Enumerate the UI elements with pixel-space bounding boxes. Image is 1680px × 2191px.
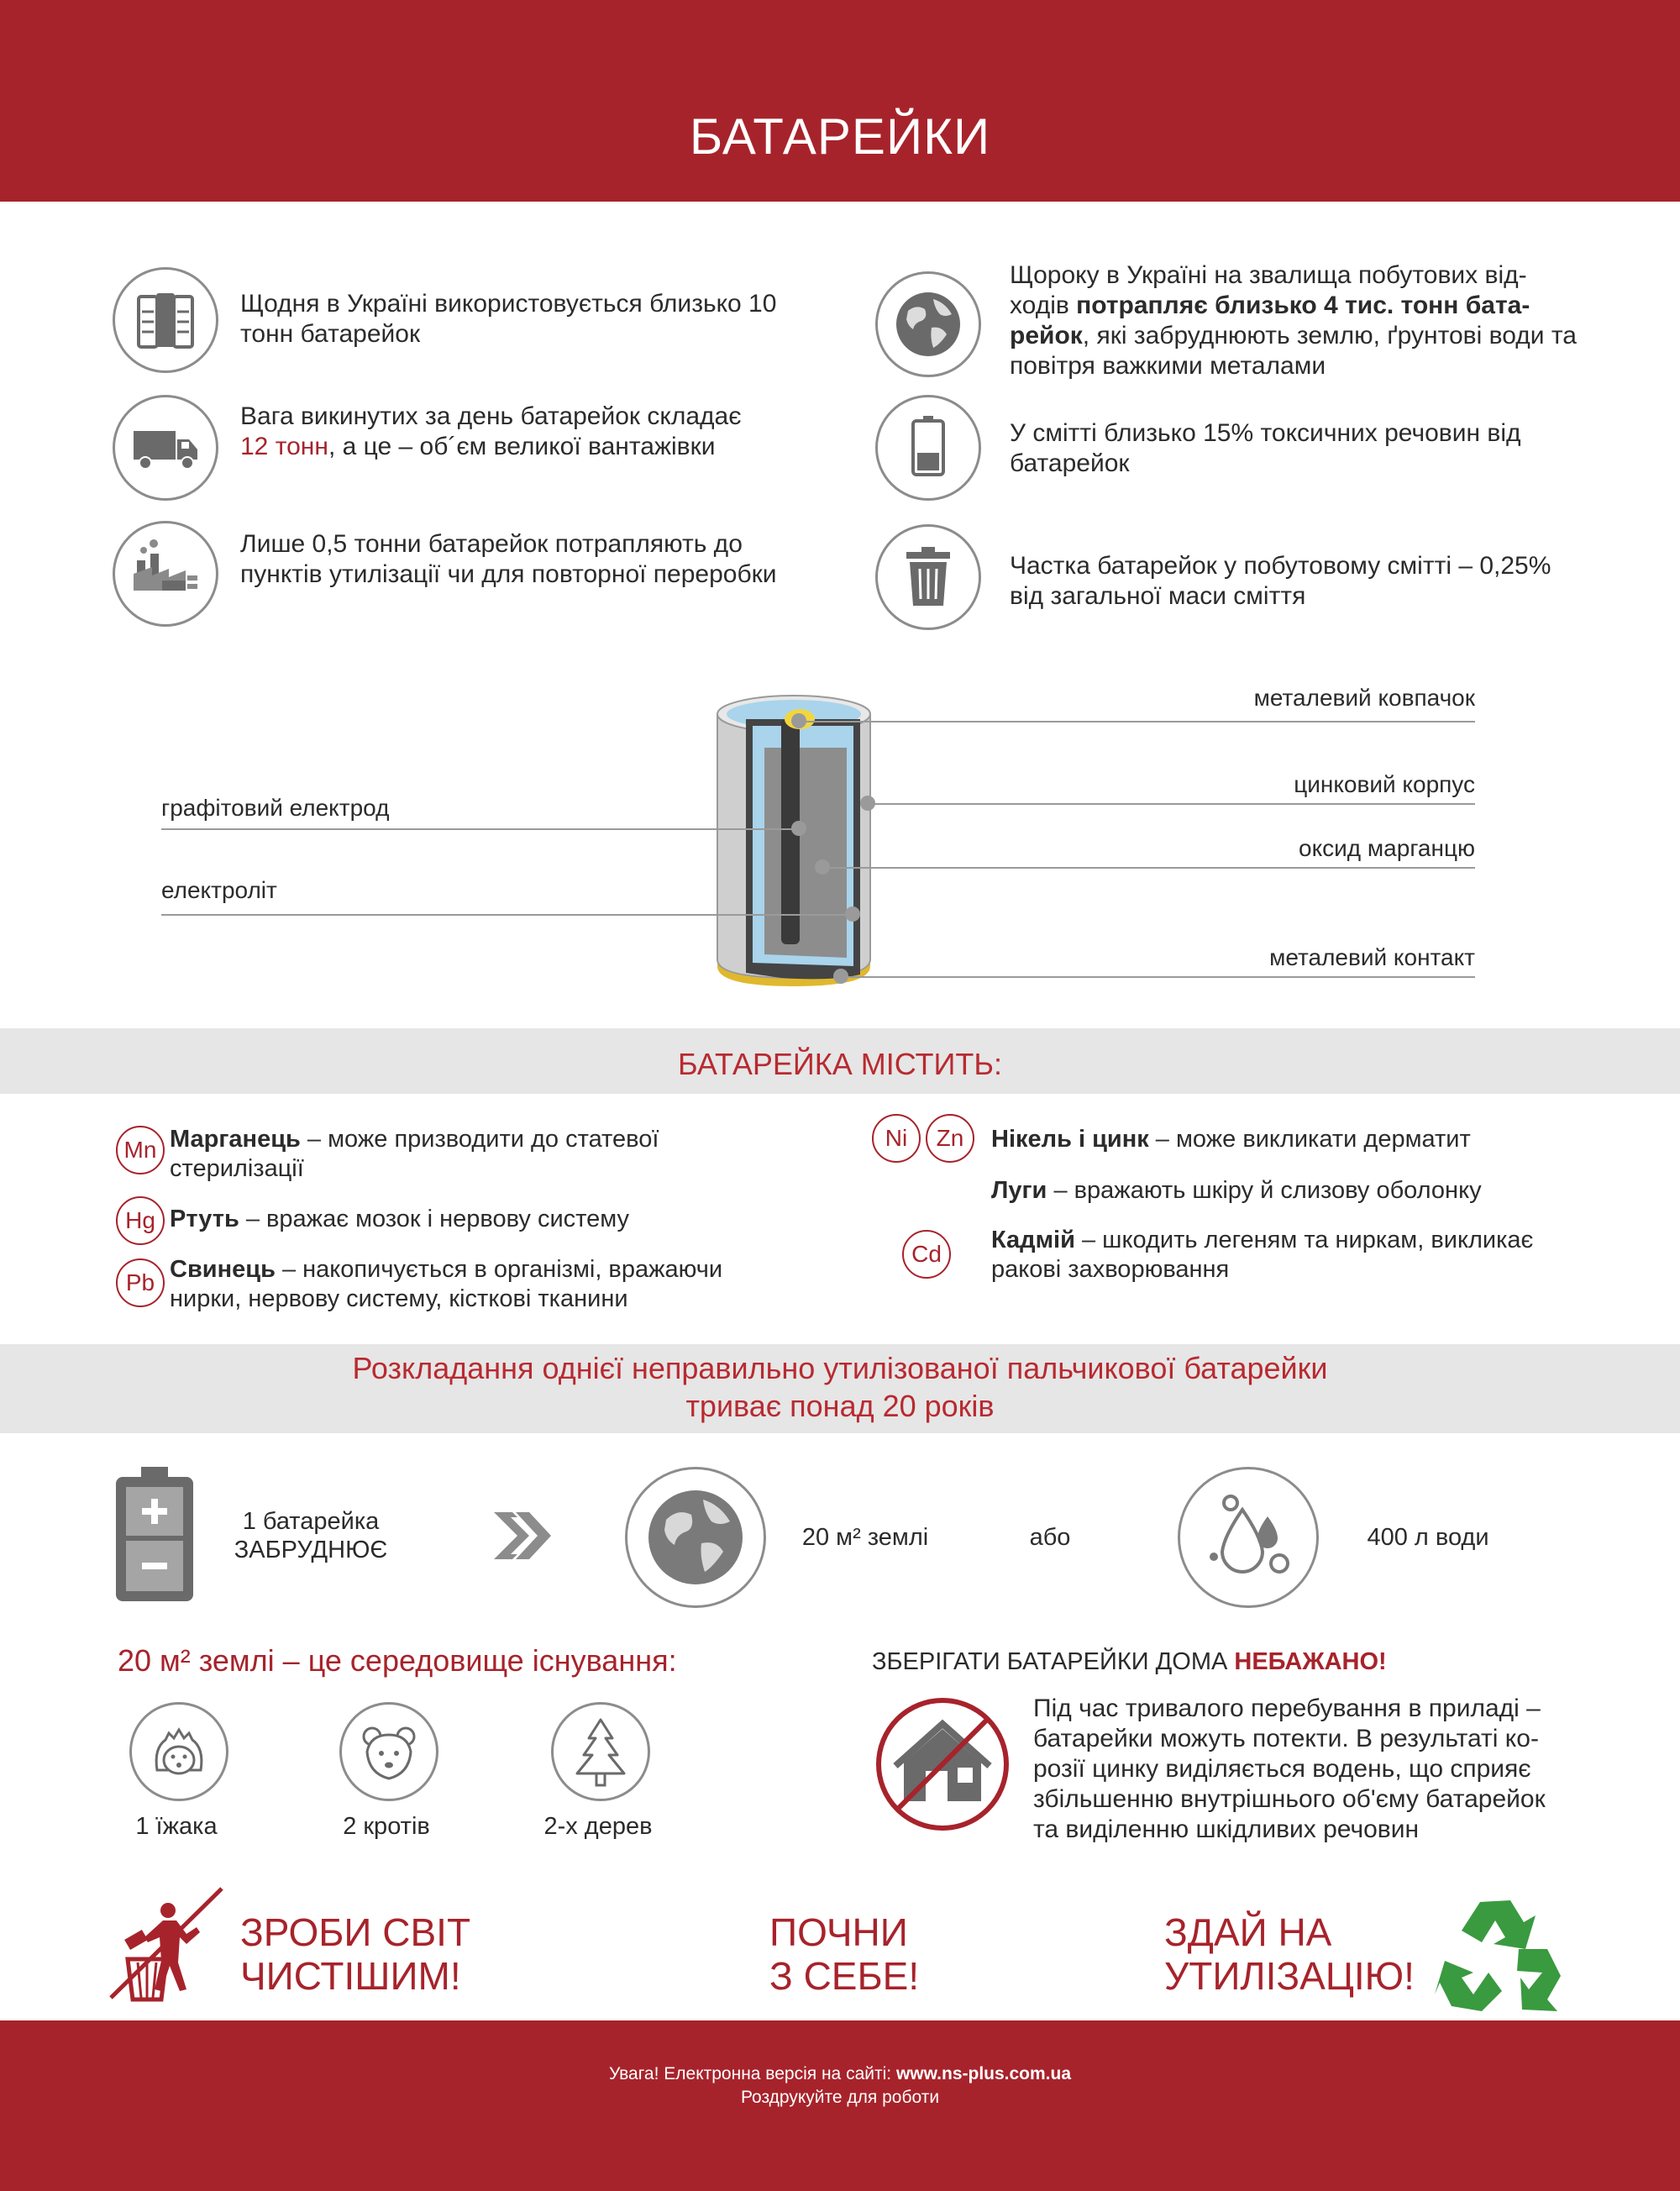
batteries-icon	[113, 267, 218, 373]
storage-heading	[872, 1648, 1387, 1676]
element-alkali-name: Луги	[991, 1177, 1047, 1204]
recycle-icon	[1433, 1885, 1567, 2020]
element-cadmium-desc: – шкодить легеням та ниркам, викликає ракові захворювання	[991, 1227, 1534, 1283]
element-nickel-zinc	[991, 1125, 1579, 1154]
land-globe-icon	[625, 1467, 766, 1608]
footer-notice	[0, 2063, 1680, 2085]
fact-landfill-post: , які забруднюють землю, ґрунтові води та повітря важкими металами	[1010, 322, 1577, 380]
dot-graphite-electrode	[791, 821, 806, 836]
pollutes-label: ЗАБРУДНЮЄ	[234, 1537, 388, 1563]
element-nickel-zinc-name: Нікель і цинк	[991, 1126, 1149, 1153]
element-mercury-name: Ртуть	[170, 1206, 239, 1232]
habitat-label-mole: 2 кротів	[343, 1813, 430, 1840]
globe-icon	[875, 271, 981, 377]
storage-text: Під час тривалого перебування в приладі – батарейки можуть потекти. В результаті ко-розії цинку виділяється водень, що сприяє збільшенню внутрішнього об'єму батарейок та виділенню шкідливих речовин	[1033, 1694, 1546, 1843]
fact-weight	[240, 402, 744, 462]
element-manganese-name: Марганець	[170, 1126, 301, 1153]
decomposition-line1: Розкладання однієї неправильно утилізованої пальчикової батарейки	[352, 1351, 1328, 1385]
slogan-2-line1: ПОЧНИ	[769, 1910, 908, 1954]
footer-notice-text: Увага! Електронна версія на сайті:	[608, 2064, 896, 2083]
element-lead-desc: – накопичується в організмі, вражаючи нирки, нервову систему, кісткові тканини	[170, 1256, 723, 1312]
leader-manganese-oxide	[822, 867, 1475, 869]
footer-print: Роздрукуйте для роботи	[740, 2088, 940, 2107]
slogan-2-line2: З СЕБЕ!	[769, 1954, 920, 1998]
or-text: або	[1029, 1524, 1071, 1551]
element-lead-name: Свинець	[170, 1256, 276, 1283]
slogan-1-line2: ЧИСТІШИМ!	[240, 1954, 461, 1998]
tree-icon	[551, 1702, 650, 1801]
hedgehog-icon	[129, 1702, 228, 1801]
leader-metal-cap	[798, 721, 1475, 722]
battery-pollutes-text	[227, 1507, 395, 1564]
label-zinc-case: цинковий корпус	[1294, 771, 1475, 797]
element-alkali-desc: – вражають шкіру й слизову оболонку	[1047, 1177, 1482, 1204]
habitat-heading: 20 м² землі – це середовище існування:	[118, 1643, 677, 1678]
badge-mn: Mn	[116, 1126, 165, 1174]
battery-plus-minus-icon	[114, 1467, 195, 1603]
element-alkali	[991, 1176, 1579, 1206]
storage-heading-bold: НЕБАЖАНО!	[1234, 1648, 1387, 1675]
trash-can-icon	[875, 524, 981, 630]
dot-electrolyte	[845, 906, 860, 922]
slogan-3-line1: ЗДАЙ НА	[1164, 1910, 1332, 1954]
dot-metal-contact	[833, 969, 848, 984]
fact-landfill-bold: потрапляє близько 4 тис. тонн бата-рейок	[1010, 292, 1530, 349]
double-chevron-icon	[492, 1509, 553, 1563]
habitat-label-tree: 2-х дерев	[543, 1813, 653, 1840]
littering-prohibited-icon	[104, 1882, 230, 2008]
element-lead	[170, 1255, 774, 1314]
land-area-text: 20 м² землі	[801, 1524, 929, 1551]
element-mercury	[170, 1205, 758, 1234]
dot-manganese-oxide	[815, 859, 830, 875]
label-manganese-oxide: оксид марганцю	[1299, 835, 1475, 861]
water-volume-text: 400 л води	[1367, 1524, 1489, 1551]
page-title: БАТАРЕЙКИ	[689, 108, 991, 165]
label-graphite-electrode: графітовий електрод	[161, 795, 390, 821]
fact-toxic-text: У смітті близько 15% токсичних речовин від батарейок	[1010, 419, 1521, 477]
contains-heading: БАТАРЕЙКА МІСТИТЬ:	[678, 1047, 1002, 1081]
dot-metal-cap	[791, 713, 806, 728]
habitat-label-hedgehog: 1 їжака	[135, 1813, 218, 1840]
element-manganese-desc: – може призводити до статевої стерилізації	[170, 1126, 659, 1182]
element-mercury-desc: – вражає мозок і нервову систему	[239, 1206, 630, 1232]
badge-pb: Pb	[116, 1258, 165, 1307]
fact-share	[1010, 551, 1564, 612]
badge-zn: Zn	[926, 1114, 974, 1163]
battery-level-icon	[875, 395, 981, 501]
slogan-cleaner-world	[240, 1910, 470, 1998]
fact-toxic	[1010, 418, 1564, 479]
leader-metal-contact	[840, 976, 1475, 978]
fact-daily-usage	[240, 289, 778, 349]
storage-heading-pre: ЗБЕРІГАТИ БАТАРЕЙКИ ДОМА	[872, 1648, 1235, 1675]
element-cadmium	[991, 1226, 1579, 1285]
fact-recycling	[240, 529, 778, 590]
leader-graphite-electrode	[161, 828, 800, 830]
fact-share-text: Частка батарейок у побутовому смітті – 0,25% від загальної маси сміття	[1010, 552, 1551, 610]
slogan-1-line1: ЗРОБИ СВІТ	[240, 1910, 471, 1954]
element-nickel-zinc-desc: – може викликати дерматит	[1148, 1126, 1471, 1153]
factory-icon	[113, 521, 218, 627]
fact-daily-usage-text: Щодня в Україні використовується близько 10 тонн батарейок	[240, 290, 777, 348]
footer-link[interactable]: www.ns-plus.com.ua	[895, 2064, 1072, 2083]
header-band	[0, 0, 1680, 202]
label-metal-cap: металевий ковпачок	[1253, 685, 1475, 711]
badge-cd: Cd	[902, 1230, 951, 1279]
fact-weight-pre: Вага викинутих за день батарейок складає	[240, 402, 742, 430]
slogan-recycle	[1164, 1910, 1415, 1998]
slogan-start-with-yourself	[769, 1910, 919, 1998]
badge-hg: Hg	[116, 1196, 165, 1245]
dot-zinc-case	[860, 796, 875, 811]
no-home-storage-icon	[874, 1695, 1011, 1833]
fact-weight-post: , а це – об´єм великої вантажівки	[328, 433, 716, 460]
fact-weight-highlight: 12 тонн	[240, 433, 328, 460]
badge-ni: Ni	[872, 1114, 921, 1163]
battery-count-label: 1 батарейка	[242, 1508, 380, 1535]
element-manganese	[170, 1125, 758, 1184]
label-electrolyte: електроліт	[161, 877, 277, 903]
battery-cross-section	[706, 689, 882, 1000]
water-drop-icon	[1178, 1467, 1319, 1608]
decomposition-line2: триває понад 20 років	[685, 1389, 995, 1423]
fact-recycling-text: Лише 0,5 тонни батарейок потрапляють до пунктів утилізації чи для повторної переробки	[240, 530, 777, 588]
fact-landfill	[1010, 260, 1581, 381]
element-cadmium-name: Кадмій	[991, 1227, 1075, 1253]
leader-zinc-case	[867, 803, 1475, 805]
label-metal-contact: металевий контакт	[1269, 944, 1475, 970]
mole-icon	[339, 1702, 438, 1801]
fact-landfill-pre: Щороку в Україні на звалища побутових від-ходів	[1010, 261, 1527, 319]
slogan-3-line2: УТИЛІЗАЦІЮ!	[1164, 1954, 1415, 1998]
leader-electrolyte	[161, 914, 853, 916]
truck-icon	[113, 395, 218, 501]
